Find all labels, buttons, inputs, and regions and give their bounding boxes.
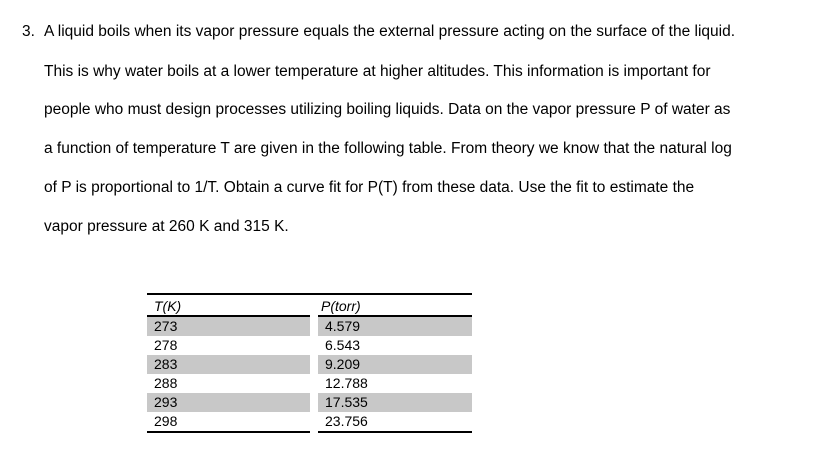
- cell-temperature: 288: [147, 374, 314, 393]
- vapor-pressure-table: [147, 293, 472, 433]
- problem-line-4: a function of temperature T are given in the following table. From theory we know that the natural log: [44, 140, 732, 157]
- table-row: [147, 336, 472, 355]
- cell-temperature: 278: [147, 336, 314, 355]
- header-pressure: P(torr): [314, 294, 472, 316]
- cell-pressure: 23.756: [314, 412, 472, 432]
- problem-line-3: people who must design processes utilizing boiling liquids. Data on the vapor pressure P of water as: [44, 101, 731, 118]
- problem-line-5: of P is proportional to 1/T. Obtain a curve fit for P(T) from these data. Use the fit to estimate the: [44, 179, 695, 196]
- table-row: [147, 393, 472, 412]
- table-row: [147, 412, 472, 432]
- cell-temperature: 273: [147, 316, 314, 336]
- table-row: [147, 374, 472, 393]
- problem-line-1: A liquid boils when its vapor pressure equals the external pressure acting on the surface of the liquid.: [44, 23, 736, 40]
- problem-line-6: vapor pressure at 260 K and 315 K.: [44, 218, 289, 235]
- cell-temperature: 298: [147, 412, 314, 432]
- problem-number: 3.: [22, 23, 35, 40]
- problem-line-2: This is why water boils at a lower temperature at higher altitudes. This information is important for: [44, 63, 711, 80]
- table-row: [147, 355, 472, 374]
- header-temperature: T(K): [147, 294, 314, 316]
- table-header-row: [147, 294, 472, 316]
- table-row: [147, 316, 472, 336]
- cell-pressure: 12.788: [325, 375, 368, 391]
- cell-pressure: 6.543: [325, 337, 361, 353]
- cell-temperature: 293: [147, 393, 314, 412]
- cell-pressure: 4.579: [314, 316, 472, 336]
- cell-temperature: 283: [147, 355, 314, 374]
- cell-pressure: 17.535: [314, 393, 472, 412]
- cell-pressure: 9.209: [314, 355, 472, 374]
